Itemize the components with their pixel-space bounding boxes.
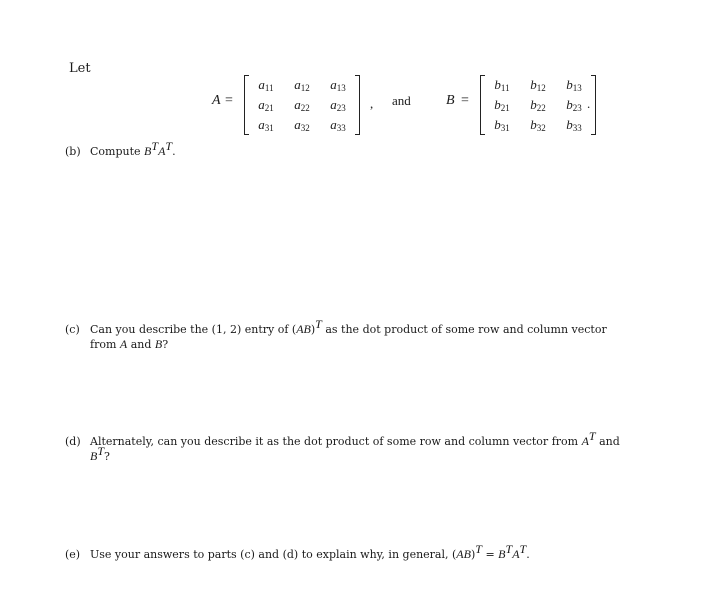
entry-subscript: 13 (572, 83, 582, 93)
entry-base: a (330, 117, 337, 132)
and-word: and (392, 93, 411, 108)
entry-subscript: 23 (336, 103, 346, 113)
entry-base: a (258, 97, 265, 112)
entry-base: b (566, 117, 573, 132)
entry-subscript: 22 (300, 103, 310, 113)
sup-t: T (519, 542, 527, 556)
comma: , (370, 96, 374, 111)
entry-base: a (294, 97, 301, 112)
matrix-a (244, 75, 360, 135)
entry-subscript: 11 (500, 83, 510, 93)
paren: ) (310, 323, 316, 336)
sup-t: T (505, 542, 513, 556)
question-d-label: (d) (65, 435, 81, 448)
entry-subscript: 12 (300, 83, 310, 93)
entry-base: a (294, 77, 301, 92)
matrixa-entry (284, 75, 320, 95)
question-e-label: (e) (65, 548, 81, 561)
sup-t: T (165, 139, 173, 153)
math-b: B (144, 144, 152, 158)
matrixb-entry (520, 75, 556, 95)
question-c-line2: from (90, 338, 120, 351)
entry-base: a (330, 97, 337, 112)
question-e (65, 542, 695, 562)
matrixa-entry (248, 115, 284, 135)
matrixa-entry (248, 95, 284, 115)
entry-base: b (566, 77, 573, 92)
question-b-text: Compute (90, 145, 141, 158)
matrixa-entry (248, 75, 284, 95)
question-c (65, 317, 695, 352)
sup-t: T (475, 542, 482, 556)
question-mark: ? (104, 450, 110, 463)
matrixb-entry (520, 95, 556, 115)
matrixa-entry (320, 75, 356, 95)
question-mark: ? (162, 338, 169, 351)
math-b: B (154, 337, 163, 351)
question-c-line2-and: and (127, 338, 155, 351)
period: . (172, 145, 176, 158)
entry-base: b (530, 117, 537, 132)
sup-t: T (97, 444, 105, 458)
entry-base: a (294, 117, 301, 132)
matrix-b (480, 75, 596, 135)
sup-t: T (588, 429, 596, 443)
math-a: A (119, 337, 128, 351)
question-c-label: (c) (65, 323, 80, 336)
entry-subscript: 31 (500, 123, 510, 133)
entry-subscript: 31 (264, 123, 274, 133)
math-a: A (158, 144, 166, 158)
matrix-b-equals: = (461, 93, 469, 108)
question-d (65, 429, 695, 464)
question-c-text-cont: as the dot product of some row and column vector (321, 323, 607, 336)
entry-base: a (330, 77, 337, 92)
period: . (526, 548, 530, 561)
math-a: A (581, 434, 589, 448)
matrixa-entry (284, 95, 320, 115)
matrix-b-name: B (446, 93, 455, 108)
question-d-and: and (595, 435, 620, 448)
entry-subscript: 21 (500, 103, 510, 113)
matrixb-entry (520, 115, 556, 135)
matrixa-entry (320, 95, 356, 115)
matrix-a-equals: = (225, 93, 233, 108)
entry-subscript: 32 (536, 123, 546, 133)
sup-t: T (151, 139, 159, 153)
math-ab: AB (456, 547, 471, 561)
matrixa-entry (284, 115, 320, 135)
entry-base: b (566, 97, 573, 112)
question-b-label: (b) (65, 145, 81, 158)
question-d-text: Alternately, can you describe it as the dot product of some row and column vector from (90, 435, 582, 448)
matrix-a-name: A (212, 93, 221, 108)
matrixb-entry (484, 95, 520, 115)
entry-base: b (494, 97, 501, 112)
entry-base: a (258, 117, 265, 132)
math-a: A (512, 547, 520, 561)
math-b: B (90, 449, 98, 463)
entry-subscript: 13 (336, 83, 346, 93)
entry-base: b (530, 97, 537, 112)
matrixb-entry (484, 115, 520, 135)
matrixa-entry (320, 115, 356, 135)
entry-subscript: 22 (536, 103, 546, 113)
matrixb-entry (556, 115, 592, 135)
equals: = (481, 548, 499, 561)
question-b (65, 139, 695, 159)
question-c-text: Can you describe the (1, 2) entry of ( (90, 323, 297, 336)
math-ab: AB (296, 322, 311, 336)
entry-subscript: 33 (572, 123, 582, 133)
math-b: B (498, 547, 506, 561)
entry-subscript: 32 (300, 123, 310, 133)
entry-subscript: 21 (264, 103, 274, 113)
entry-subscript: 11 (264, 83, 274, 93)
entry-subscript: 23 (572, 103, 582, 113)
question-e-text: Use your answers to parts (c) and (d) to explain why, in general, ( (90, 548, 457, 561)
entry-base: a (258, 77, 265, 92)
matrixb-entry (484, 75, 520, 95)
intro-let: Let (69, 61, 91, 76)
period: . (587, 96, 591, 111)
entry-base: b (530, 77, 537, 92)
entry-subscript: 12 (536, 83, 546, 93)
matrixb-entry (556, 75, 592, 95)
sup-t: T (315, 317, 322, 331)
entry-base: b (494, 77, 501, 92)
entry-base: b (494, 117, 501, 132)
paren: ) (470, 548, 476, 561)
entry-subscript: 33 (336, 123, 346, 133)
